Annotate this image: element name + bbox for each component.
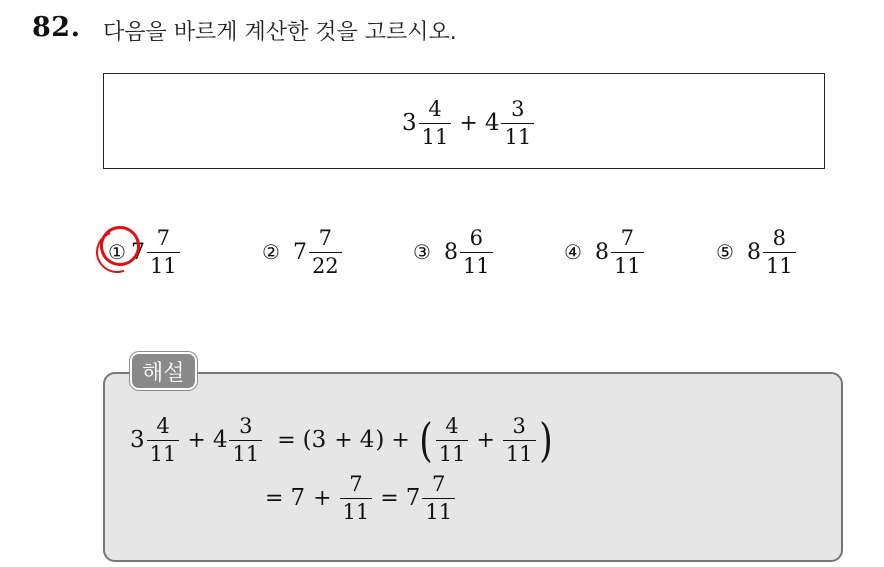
denominator: 11 bbox=[763, 252, 796, 277]
equals-operator: = bbox=[277, 427, 296, 453]
fraction bbox=[503, 415, 536, 464]
equals-operator: = bbox=[265, 485, 284, 511]
solution-tag: 해설 bbox=[130, 352, 197, 390]
denominator: 11 bbox=[460, 252, 493, 277]
fraction bbox=[501, 98, 534, 147]
numerator: 3 bbox=[512, 414, 526, 439]
fraction bbox=[436, 415, 469, 464]
denominator: 11 bbox=[611, 252, 644, 277]
question-prompt: 다음을 바르게 계산한 것을 고르시오. bbox=[103, 20, 457, 45]
denominator: 11 bbox=[422, 498, 455, 523]
numerator: 8 bbox=[772, 226, 786, 251]
fraction bbox=[422, 473, 455, 522]
plus-operator: + bbox=[187, 427, 206, 453]
denominator: 11 bbox=[340, 498, 373, 523]
choice-4[interactable] bbox=[564, 222, 645, 282]
mixed-whole: 7 bbox=[292, 239, 307, 265]
fraction bbox=[419, 98, 452, 147]
choice-marker: ① bbox=[108, 240, 126, 264]
mixed-whole: 4 bbox=[484, 110, 500, 136]
plus-operator: + bbox=[391, 427, 410, 453]
mixed-whole: 4 bbox=[212, 427, 228, 453]
right-paren: ) bbox=[375, 427, 385, 453]
numerator: 7 bbox=[432, 472, 446, 497]
plus-operator: + bbox=[476, 427, 495, 453]
fraction bbox=[147, 415, 180, 464]
plus-operator: + bbox=[459, 110, 478, 136]
left-paren: ( bbox=[302, 427, 312, 453]
fraction bbox=[147, 227, 180, 276]
choice-marker: ③ bbox=[413, 240, 431, 264]
solution-line-2 bbox=[258, 466, 456, 530]
denominator: 11 bbox=[501, 123, 534, 148]
numerator: 4 bbox=[445, 414, 459, 439]
numerator: 7 bbox=[318, 226, 332, 251]
mixed-whole: 3 bbox=[402, 110, 417, 136]
term: 7 bbox=[290, 485, 306, 511]
choice-5[interactable] bbox=[716, 222, 797, 282]
mixed-whole: 7 bbox=[405, 485, 421, 511]
equals-operator: = bbox=[380, 485, 399, 511]
denominator: 11 bbox=[229, 440, 262, 465]
numerator: 7 bbox=[156, 226, 170, 251]
denominator: 22 bbox=[309, 252, 342, 277]
choice-3[interactable] bbox=[413, 222, 494, 282]
big-left-paren: ( bbox=[418, 413, 433, 467]
fraction bbox=[611, 227, 644, 276]
question-number: 82. bbox=[32, 12, 81, 43]
fraction bbox=[460, 227, 493, 276]
mixed-whole: 7 bbox=[130, 239, 145, 265]
denominator: 11 bbox=[419, 123, 452, 148]
plus-operator: + bbox=[313, 485, 332, 511]
fraction bbox=[309, 227, 342, 276]
choice-marker: ② bbox=[262, 240, 280, 264]
choice-marker: ⑤ bbox=[716, 240, 734, 264]
term: 4 bbox=[359, 427, 375, 453]
numerator: 7 bbox=[349, 472, 363, 497]
choice-2[interactable] bbox=[262, 222, 343, 282]
denominator: 11 bbox=[503, 440, 536, 465]
numerator: 3 bbox=[511, 97, 525, 122]
denominator: 11 bbox=[147, 440, 180, 465]
numerator: 4 bbox=[428, 97, 442, 122]
mixed-whole: 8 bbox=[443, 239, 458, 265]
plus-operator: + bbox=[334, 427, 353, 453]
term: 3 bbox=[311, 427, 327, 453]
fraction bbox=[340, 473, 373, 522]
numerator: 6 bbox=[469, 226, 483, 251]
numerator: 3 bbox=[239, 414, 253, 439]
solution-line-1 bbox=[130, 408, 555, 472]
fraction bbox=[229, 415, 262, 464]
mixed-whole: 8 bbox=[746, 239, 761, 265]
fraction bbox=[763, 227, 796, 276]
big-right-paren: ) bbox=[538, 413, 553, 467]
mixed-whole: 8 bbox=[594, 239, 609, 265]
denominator: 11 bbox=[147, 252, 180, 277]
numerator: 7 bbox=[620, 226, 634, 251]
denominator: 11 bbox=[436, 440, 469, 465]
numerator: 4 bbox=[156, 414, 170, 439]
problem-expression bbox=[402, 93, 535, 153]
mixed-whole: 3 bbox=[130, 427, 145, 453]
choice-marker: ④ bbox=[564, 240, 582, 264]
